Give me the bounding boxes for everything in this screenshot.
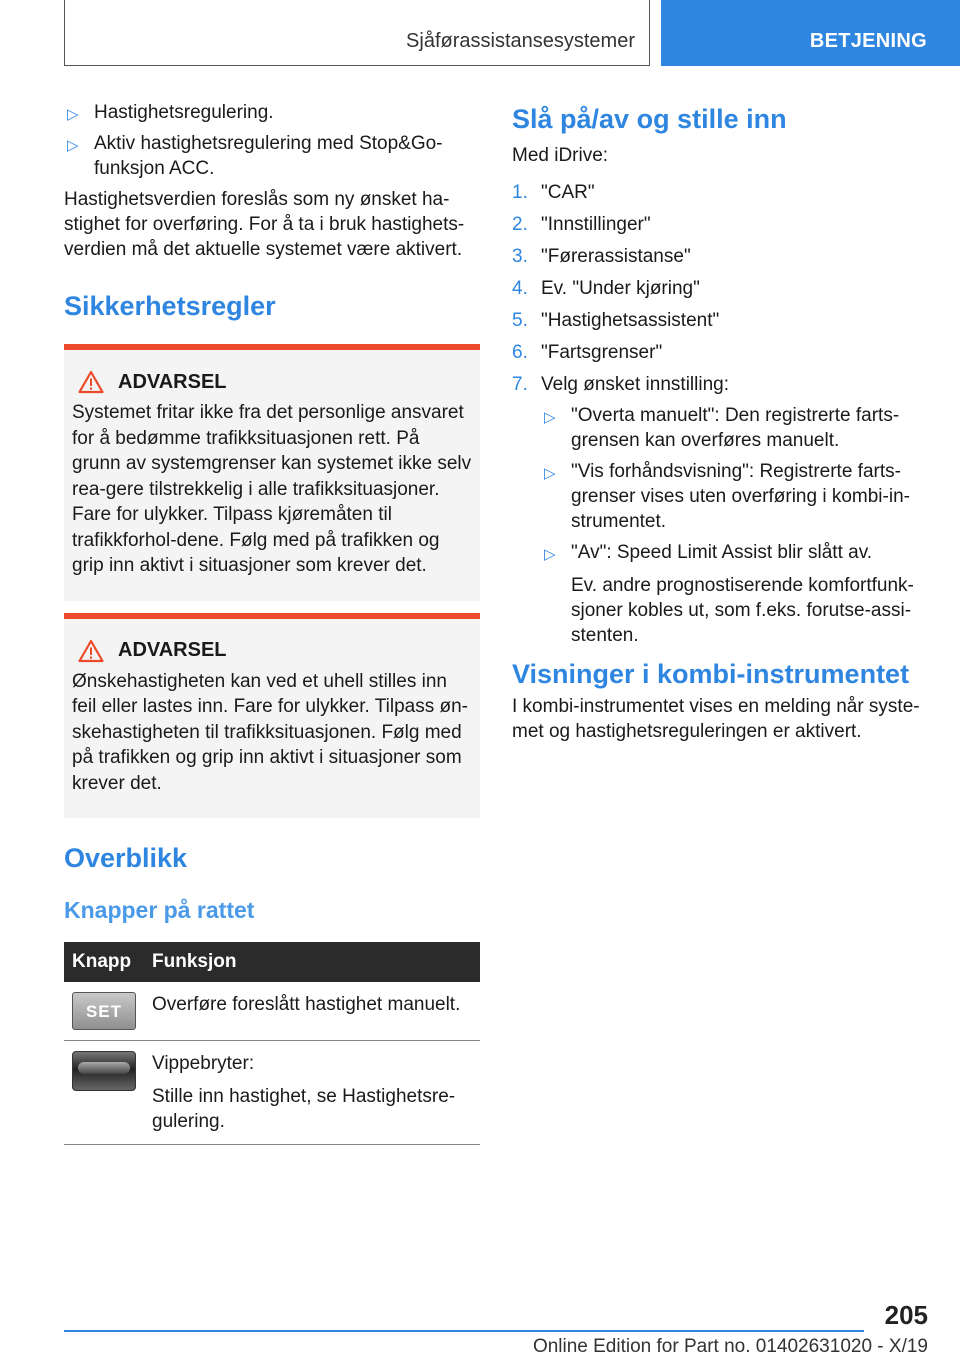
triangle-bullet-icon: ▷ bbox=[67, 106, 79, 123]
triangle-bullet-icon: ▷ bbox=[544, 465, 556, 482]
table-header-button: Knapp bbox=[64, 942, 144, 982]
list-item: 7. Velg ønsket innstilling: ▷ "Overta manuelt": Den registrerte farts-grensen kan overføres manuelt. ▷ "Vis forhåndsvisning": Registrerte farts-grenser vises uten overføring i kombi-in-strumentet. ▷ "Av": Speed Limit Assist blir slått av. Ev. andre prognostiserende komfortfunk-sjoner kobles ut, som f.eks. forutse-assi-stenten. bbox=[512, 372, 932, 648]
setup-heading: Slå på/av og stille inn bbox=[512, 104, 787, 134]
triangle-bullet-icon: ▷ bbox=[67, 137, 79, 154]
list-item: ▷ "Overta manuelt": Den registrerte farts-grensen kan overføres manuelt. bbox=[544, 405, 900, 451]
table-cell-function: Overføre foreslått hastighet manuelt. bbox=[144, 982, 480, 1041]
list-item: 5. "Hastighetsassistent" bbox=[512, 310, 720, 331]
warning-triangle-icon bbox=[78, 639, 104, 663]
triangle-bullet-icon: ▷ bbox=[544, 409, 556, 426]
warning-box bbox=[64, 613, 480, 819]
list-item: 3. "Førerassistanse" bbox=[512, 246, 691, 267]
set-button-icon: SET bbox=[72, 992, 136, 1030]
table-cell-function: Vippebryter: Stille inn hastighet, se Hastighetsre-gulering. bbox=[144, 1041, 480, 1145]
list-item: ▷ Aktiv hastighetsregulering med Stop&Go-funksjon ACC. bbox=[67, 133, 443, 179]
setting-options bbox=[541, 403, 932, 648]
list-item: ▷ "Av": Speed Limit Assist blir slått av. Ev. andre prognostiserende komfortfunk-sjoner kobles ut, som f.eks. forutse-assi-stenten. bbox=[541, 540, 932, 648]
display-text: I kombi-instrumentet vises en melding når syste-met og hastighetsreguleringen er aktivert. bbox=[512, 696, 920, 742]
header-section-box bbox=[64, 0, 650, 66]
table-header-function: Funksjon bbox=[144, 942, 480, 982]
warning-triangle-icon bbox=[78, 370, 104, 394]
footer-edition: Online Edition for Part no. 01402631020 - X/19 bbox=[532, 1336, 928, 1357]
table-row bbox=[64, 1041, 480, 1145]
warning-text: Systemet fritar ikke fra det personlige ansvaret for å bedømme trafikksituasjonen rett. På grunn av systemgrenser kan systemet ikke selv rea-gere tilstrekkelig i alle trafikksituasjoner. Fare for ulykker. Tilpass kjøremåten til trafikkforhol-dene. Følg med på trafikken og grip inn aktivt i situasjoner som krever det. bbox=[72, 402, 472, 576]
intro-bullet-list bbox=[64, 100, 480, 181]
buttons-table bbox=[64, 942, 480, 1145]
option-note: Ev. andre prognostiserende komfortfunk-sjoner kobles ut, som f.eks. forutse-assi-stenten. bbox=[571, 575, 914, 646]
safety-heading: Sikkerhetsregler bbox=[64, 291, 276, 321]
intro-paragraph: Hastighetsverdien foreslås som ny ønsket ha-stighet for overføring. For å ta i bruk hastighets-verdien må det aktuelle systemet være aktivert. bbox=[64, 189, 465, 260]
setup-intro: Med iDrive: bbox=[512, 145, 609, 166]
list-item: ▷ "Vis forhåndsvisning": Registrerte farts-grenser vises uten overføring i kombi-in-strumentet. bbox=[544, 461, 910, 532]
display-heading: Visninger i kombi-instrumentet bbox=[512, 659, 910, 689]
setup-steps bbox=[512, 180, 932, 648]
overview-heading: Overblikk bbox=[64, 843, 188, 873]
warning-title: ADVARSEL bbox=[78, 370, 472, 394]
list-item: 1. "CAR" bbox=[512, 182, 595, 203]
warning-title: ADVARSEL bbox=[78, 639, 472, 663]
list-item: 2. "Innstillinger" bbox=[512, 214, 651, 235]
table-row bbox=[64, 982, 480, 1041]
list-item: 6. "Fartsgrenser" bbox=[512, 342, 663, 363]
rocker-switch-icon bbox=[72, 1051, 136, 1091]
warning-box bbox=[64, 344, 480, 601]
triangle-bullet-icon: ▷ bbox=[544, 546, 556, 563]
header-chapter-tab[interactable] bbox=[661, 0, 960, 66]
warning-text: Ønskehastigheten kan ved et uhell stilles inn feil eller lastes inn. Fare for ulykker. Tilpass øn-skehastigheten til trafikksituasjonen. Følg med på trafikken og grip inn aktivt i situasjoner som krever det. bbox=[72, 670, 468, 794]
page-number: 205 bbox=[884, 1300, 928, 1330]
list-item: 4. Ev. "Under kjøring" bbox=[512, 278, 700, 299]
list-item: ▷ Hastighetsregulering. bbox=[64, 100, 480, 125]
header-section-title: Sjåførassistansesystemer bbox=[406, 30, 635, 52]
left-column bbox=[64, 100, 480, 1145]
table-header-row bbox=[64, 942, 480, 982]
buttons-heading: Knapper på rattet bbox=[64, 897, 255, 923]
footer-divider bbox=[64, 1330, 864, 1332]
right-column bbox=[512, 100, 932, 744]
header-chapter-title: BETJENING bbox=[809, 30, 927, 52]
